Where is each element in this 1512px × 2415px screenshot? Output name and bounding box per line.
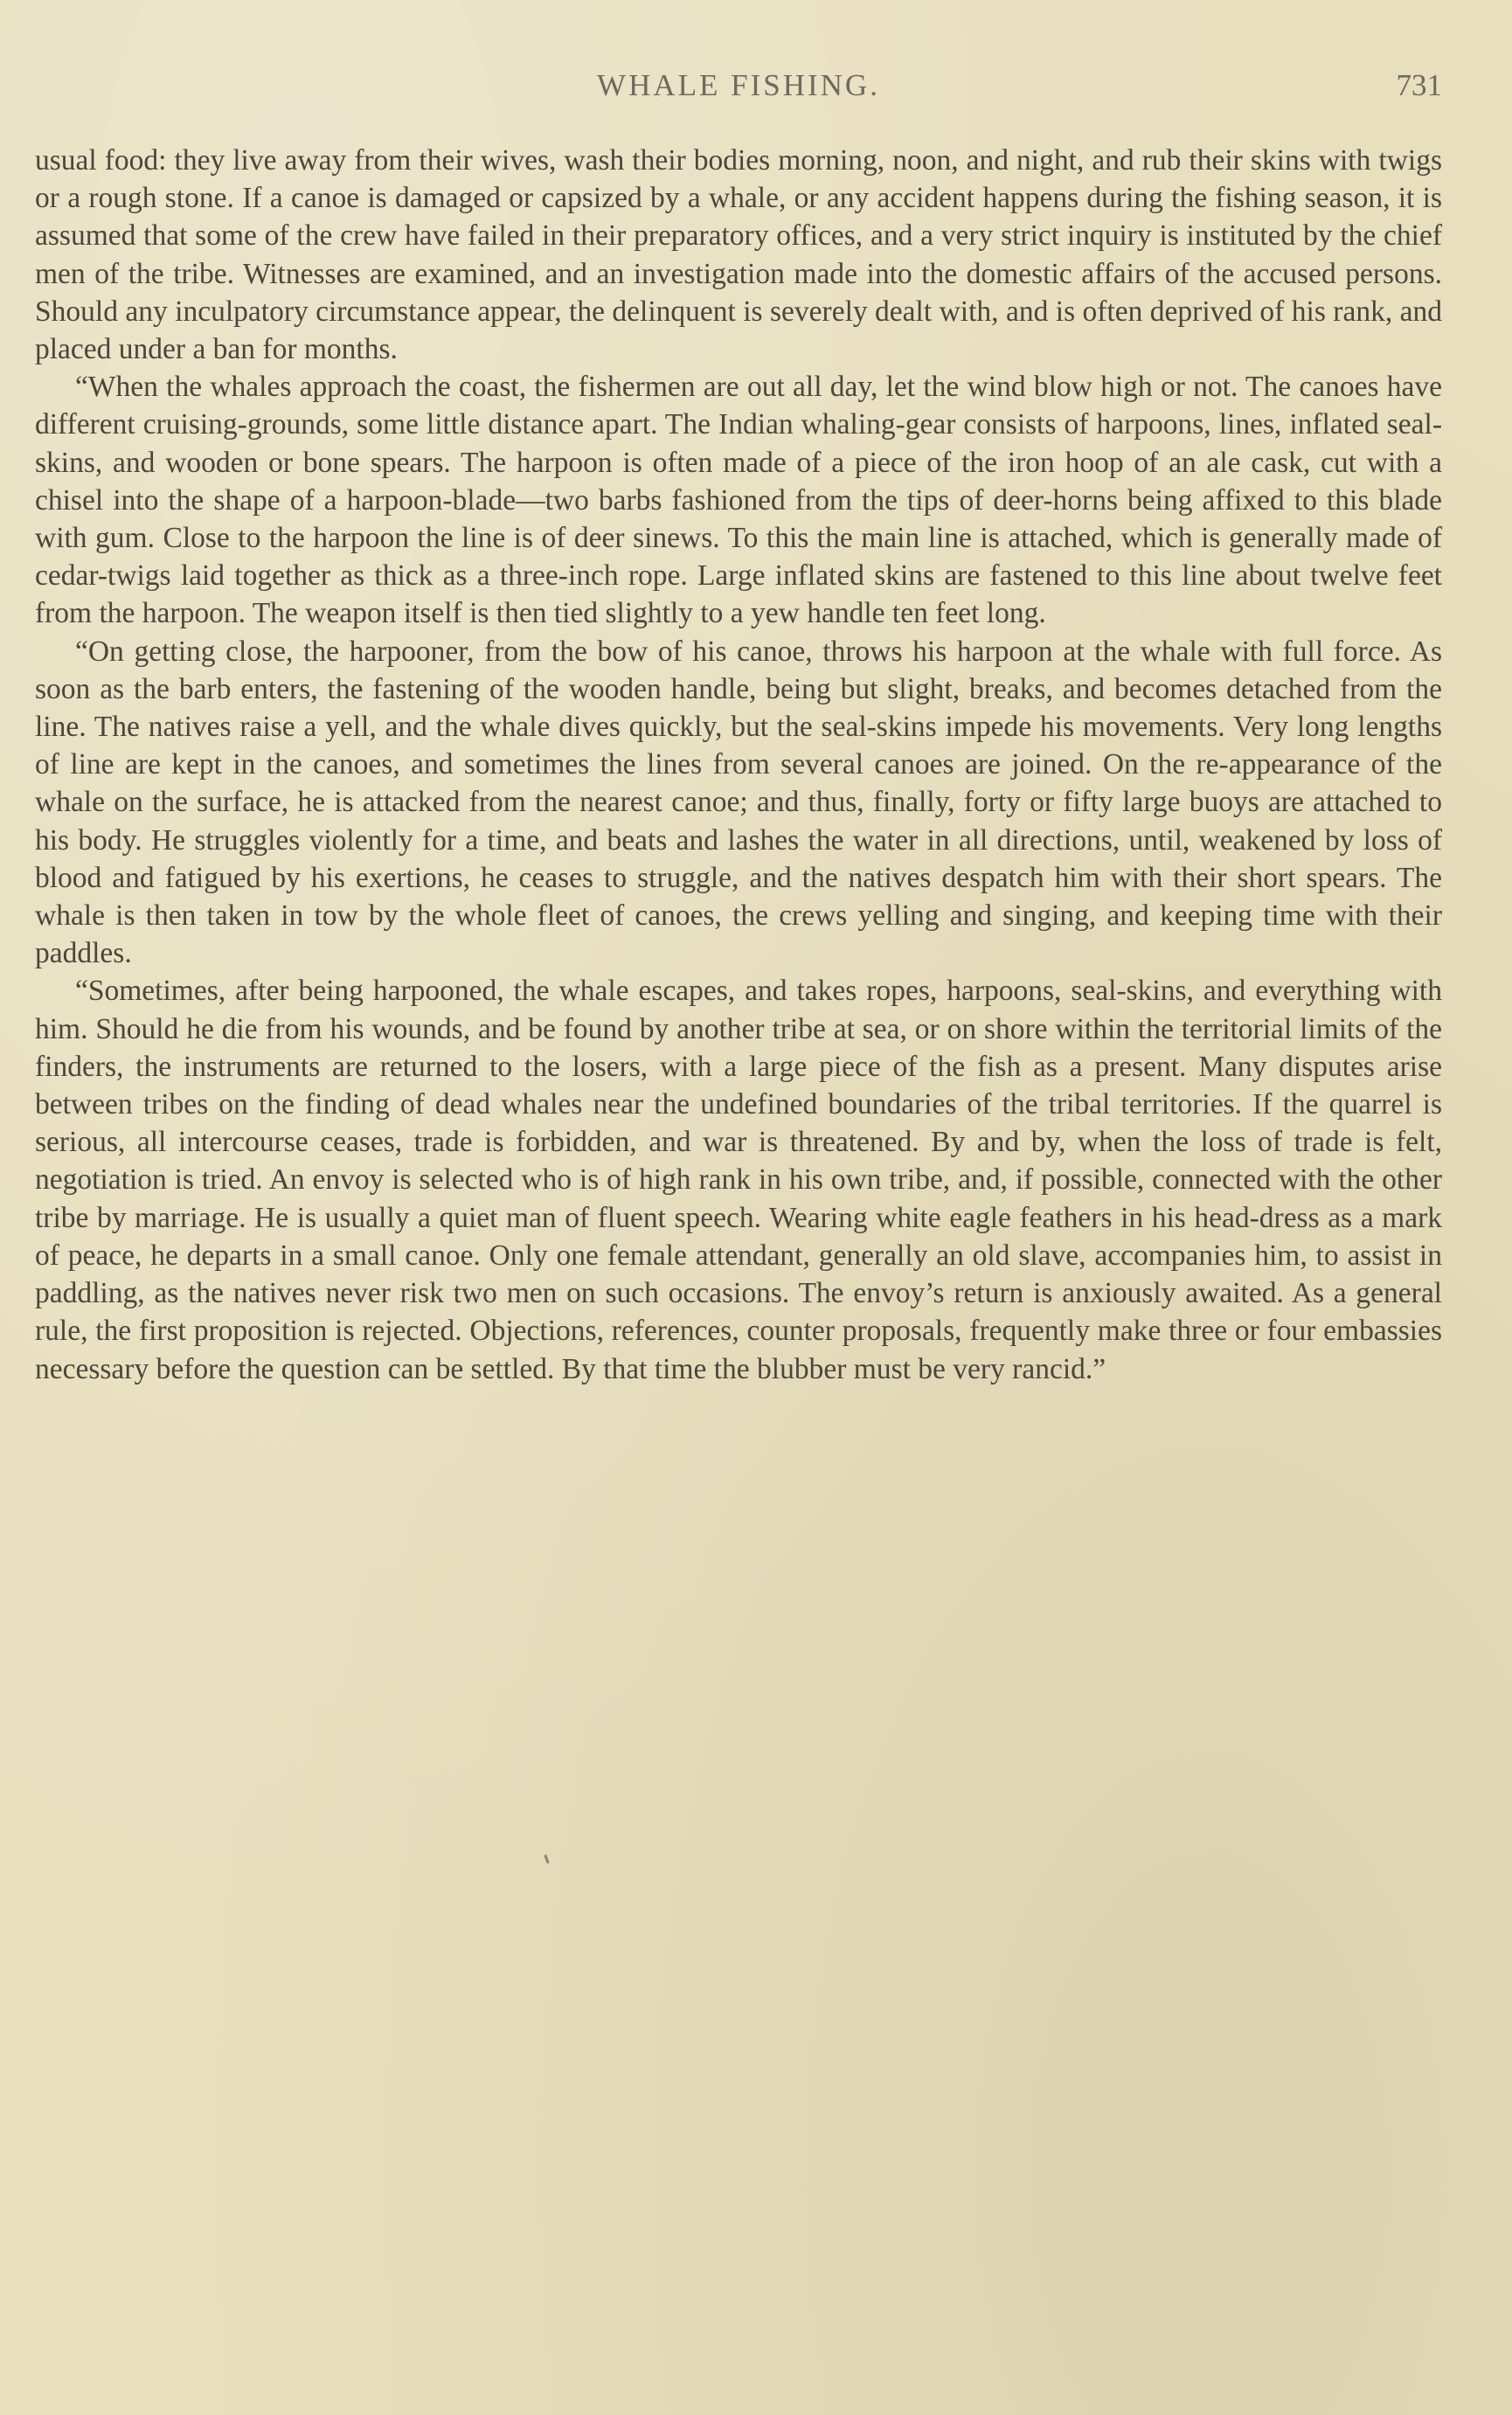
body-text bbox=[35, 142, 1442, 1388]
running-title: WHALE FISHING. bbox=[597, 68, 880, 102]
page-number: 731 bbox=[1396, 68, 1442, 102]
paragraph-disputes: “Sometimes, after being harpooned, the whale escapes, and takes ropes, harpoons, seal-skins, and everything with him. Should he die from his wounds, and be found by another tribe at sea, or on shore within the territorial limits of the finders, the instruments are returned to the losers, with a large piece of the fish as a present. Many disputes arise between tribes on the finding of dead whales near the undefined boundaries of the tribal territories. If the quarrel is serious, all intercourse ceases, trade is forbidden, and war is threatened. By and by, when the loss of trade is felt, negotiation is tried. An envoy is selected who is of high rank in his own tribe, and, if possible, connected with the other tribe by marriage. He is usually a quiet man of fluent speech. Wearing white eagle feathers in his head-dress as a mark of peace, he departs in a small canoe. Only one female attendant, generally an old slave, accompanies him, to assist in paddling, as the natives never risk two men on such occasions. The envoy’s return is anxiously awaited. As a general rule, the first proposition is rejected. Objections, references, counter proposals, frequently make three or four embassies necessary before the question can be settled. By that time the blubber must be very rancid.” bbox=[35, 975, 1442, 1385]
paragraph-harpooning: “On getting close, the harpooner, from the bow of his canoe, throws his harpoon at the whale with full force. As soon as the barb enters, the fastening of the wooden handle, being but slight, breaks, and becomes detached from the line. The natives raise a yell, and the whale dives quickly, but the seal-skins impede his movements. Very long lengths of line are kept in the canoes, and sometimes the lines from several canoes are joined. On the re-appearance of the whale on the surface, he is attacked from the nearest canoe; and thus, finally, forty or fifty large buoys are attached to his body. He struggles violently for a time, and beats and lashes the water in all directions, until, weakened by loss of blood and fatigued by his exertions, he ceases to struggle, and the natives despatch him with their short spears. The whale is then taken in tow by the whole fleet of canoes, the crews yelling and singing, and keeping time with their paddles. bbox=[35, 635, 1442, 970]
paragraph-continued: usual food: they live away from their wives, wash their bodies morning, noon, and night, and rub their skins with twigs or a rough stone. If a canoe is damaged or capsized by a whale, or any accident happens during the fishing season, it is assumed that some of the crew have failed in their preparatory offices, and a very strict inquiry is instituted by the chief men of the tribe. Witnesses are examined, and an investigation made into the domestic affairs of the accused persons. Should any inculpatory circumstance appear, the delinquent is severely dealt with, and is often deprived of his rank, and placed under a ban for months. bbox=[35, 144, 1442, 366]
paper-speck bbox=[544, 1855, 549, 1863]
paragraph-whaling-gear: “When the whales approach the coast, the fishermen are out all day, let the wind blow high or not. The canoes have different cruising-grounds, some little distance apart. The Indian whaling-gear consists of harpoons, lines, inflated seal-skins, and wooden or bone spears. The harpoon is often made of a piece of the iron hoop of an ale cask, cut with a chisel into the shape of a harpoon-blade—two barbs fashioned from the tips of deer-horns being affixed to this blade with gum. Close to the harpoon the line is of deer sinews. To this the main line is attached, which is generally made of cedar-twigs laid together as thick as a three-inch rope. Large inflated skins are fastened to this line about twelve feet from the harpoon. The weapon itself is then tied slightly to a yew handle ten feet long. bbox=[35, 371, 1442, 630]
page-header bbox=[35, 68, 1442, 117]
